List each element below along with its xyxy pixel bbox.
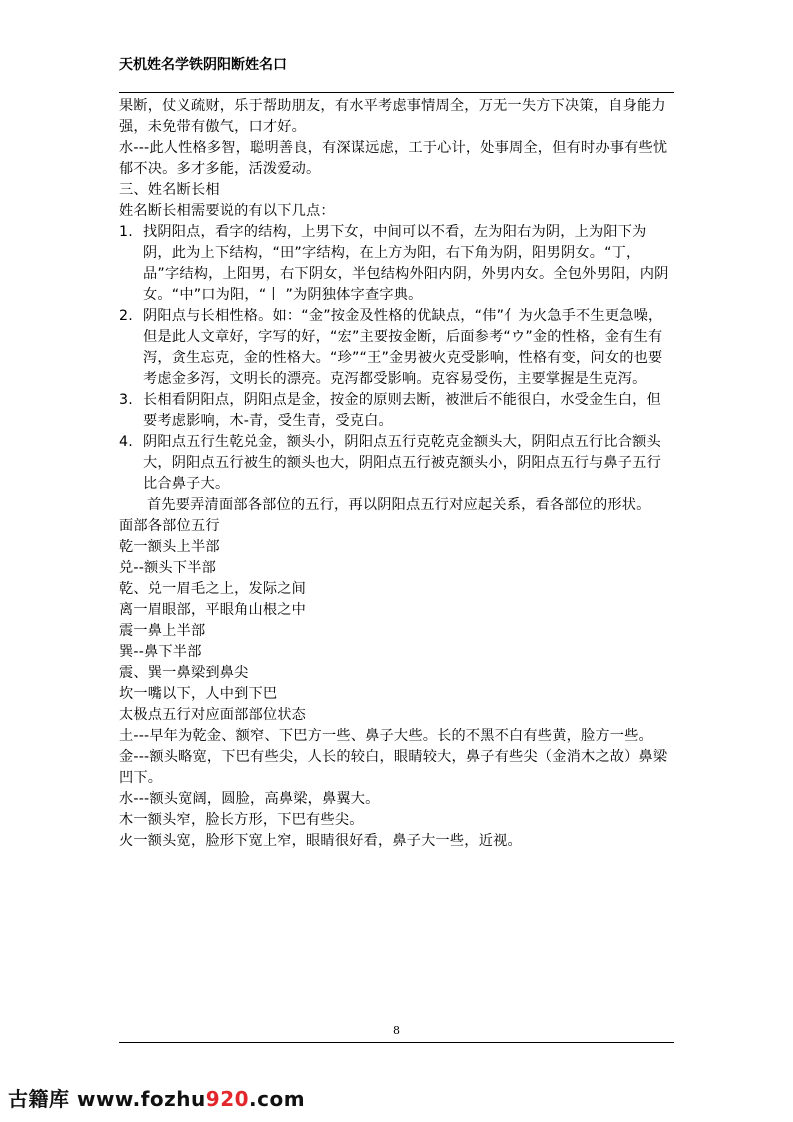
paragraph-3: 首先要弄清面部各部位的五行，再以阴阳点五行对应起关系，看各部位的形状。 (147, 497, 651, 513)
face-item: 坎一嘴以下，人中到下巴 (119, 686, 278, 702)
watermark-url-prefix: www.fozhu (76, 1087, 206, 1111)
list-text: 找阴阳点，看字的结构，上男下女，中间可以不看，左为阳右为阴，上为阳下为阴，此为上下结构，“田”字结构，在上方为阳，右下角为阴，阳男阴女。“丁，品”字结构，上阳男，右下阴女，半包结构外阳内阴，外男内女。全包外男阳，内阴女。“中”口为阳，“丨 ”为阴独体字查字典。 (143, 224, 669, 303)
face-section-title: 面部各部位五行 (119, 518, 220, 534)
list-number: 3. (119, 392, 133, 408)
list-item (119, 306, 674, 390)
list-number: 4. (119, 434, 133, 450)
list-text: 长相看阴阳点，阴阳点是金，按金的原则去断，被泄后不能很白，水受金生白，但要考虑影响，木-青，受生青，受克白。 (143, 392, 661, 429)
list-item (119, 222, 674, 306)
footer-divider (119, 1042, 674, 1043)
state-item: 水---额头宽阔，圆脸，高鼻梁，鼻翼大。 (119, 791, 380, 807)
header-divider (119, 92, 674, 93)
face-item: 乾一额头上半部 (119, 539, 220, 555)
paragraph-1: 果断，仗义疏财，乐于帮助朋友，有水平考虑事情周全，万无一失方下决策，自身能力强，未免带有傲气，口才好。 (119, 98, 666, 135)
state-item: 金---额头略宽，下巴有些尖，人长的较白，眼睛较大，鼻子有些尖（金消木之故）鼻梁凹下。 (119, 749, 668, 786)
list-number: 2. (119, 308, 133, 324)
list-item (119, 432, 674, 495)
watermark-name: 古籍库 (8, 1087, 70, 1111)
state-item: 木一额头窄，脸长方形，下巴有些尖。 (119, 812, 364, 828)
document-body (119, 96, 674, 852)
list-text: 阴阳点五行生乾兑金，额头小，阴阳点五行克乾克金额头大，阴阳点五行比合额头大，阴阳点五行被生的额头也大，阴阳点五行被克额头小，阴阳点五行与鼻子五行比合鼻子大。 (143, 434, 661, 492)
face-item: 离一眉眼部，平眼角山根之中 (119, 602, 307, 618)
site-watermark (8, 1086, 305, 1112)
page-header-title: 天机姓名学铁阴阳断姓名口 (119, 57, 287, 73)
face-item: 兑--额头下半部 (119, 560, 216, 576)
face-item: 巽--鼻下半部 (119, 644, 202, 660)
state-section-title: 太极点五行对应面部部位状态 (119, 707, 307, 723)
list-text: 阴阳点与长相性格。如：“金”按金及性格的优缺点，“伟”亻为火急手不生更急噪，但是此人文章好，字写的好，“宏”主要按金断，后面参考“ウ”金的性格，金有生有泻，贪生忘克，金的性格大。“珍”“王”金男被火克受影响，性格有变，问女的也要考虑金多泻，文明长的漂亮。克泻都受影响。克容易受伤，主要掌握是生克泻。 (143, 308, 663, 387)
section-title: 三、姓名断长相 (119, 182, 220, 198)
watermark-url-accent: 920 (205, 1087, 250, 1111)
watermark-url-suffix: .com (249, 1087, 306, 1111)
list-number: 1. (119, 224, 133, 240)
state-item: 土---早年为乾金、额窄、下巴方一些、鼻子大些。长的不黑不白有些黄，脸方一些。 (119, 728, 653, 744)
list-item (119, 390, 674, 432)
state-item: 火一额头宽，脸形下宽上窄，眼睛很好看，鼻子大一些，近视。 (119, 833, 522, 849)
intro-line: 姓名断长相需要说的有以下几点： (119, 203, 335, 219)
page-number: 8 (393, 1024, 400, 1037)
face-item: 乾、兑一眉毛之上，发际之间 (119, 581, 307, 597)
face-item: 震、巽一鼻梁到鼻尖 (119, 665, 249, 681)
face-item: 震一鼻上半部 (119, 623, 206, 639)
paragraph-2: 水---此人性格多智，聪明善良，有深谋远虑，工于心计，处事周全，但有时办事有些忧郁不决。多才多能，活泼爱动。 (119, 140, 668, 177)
